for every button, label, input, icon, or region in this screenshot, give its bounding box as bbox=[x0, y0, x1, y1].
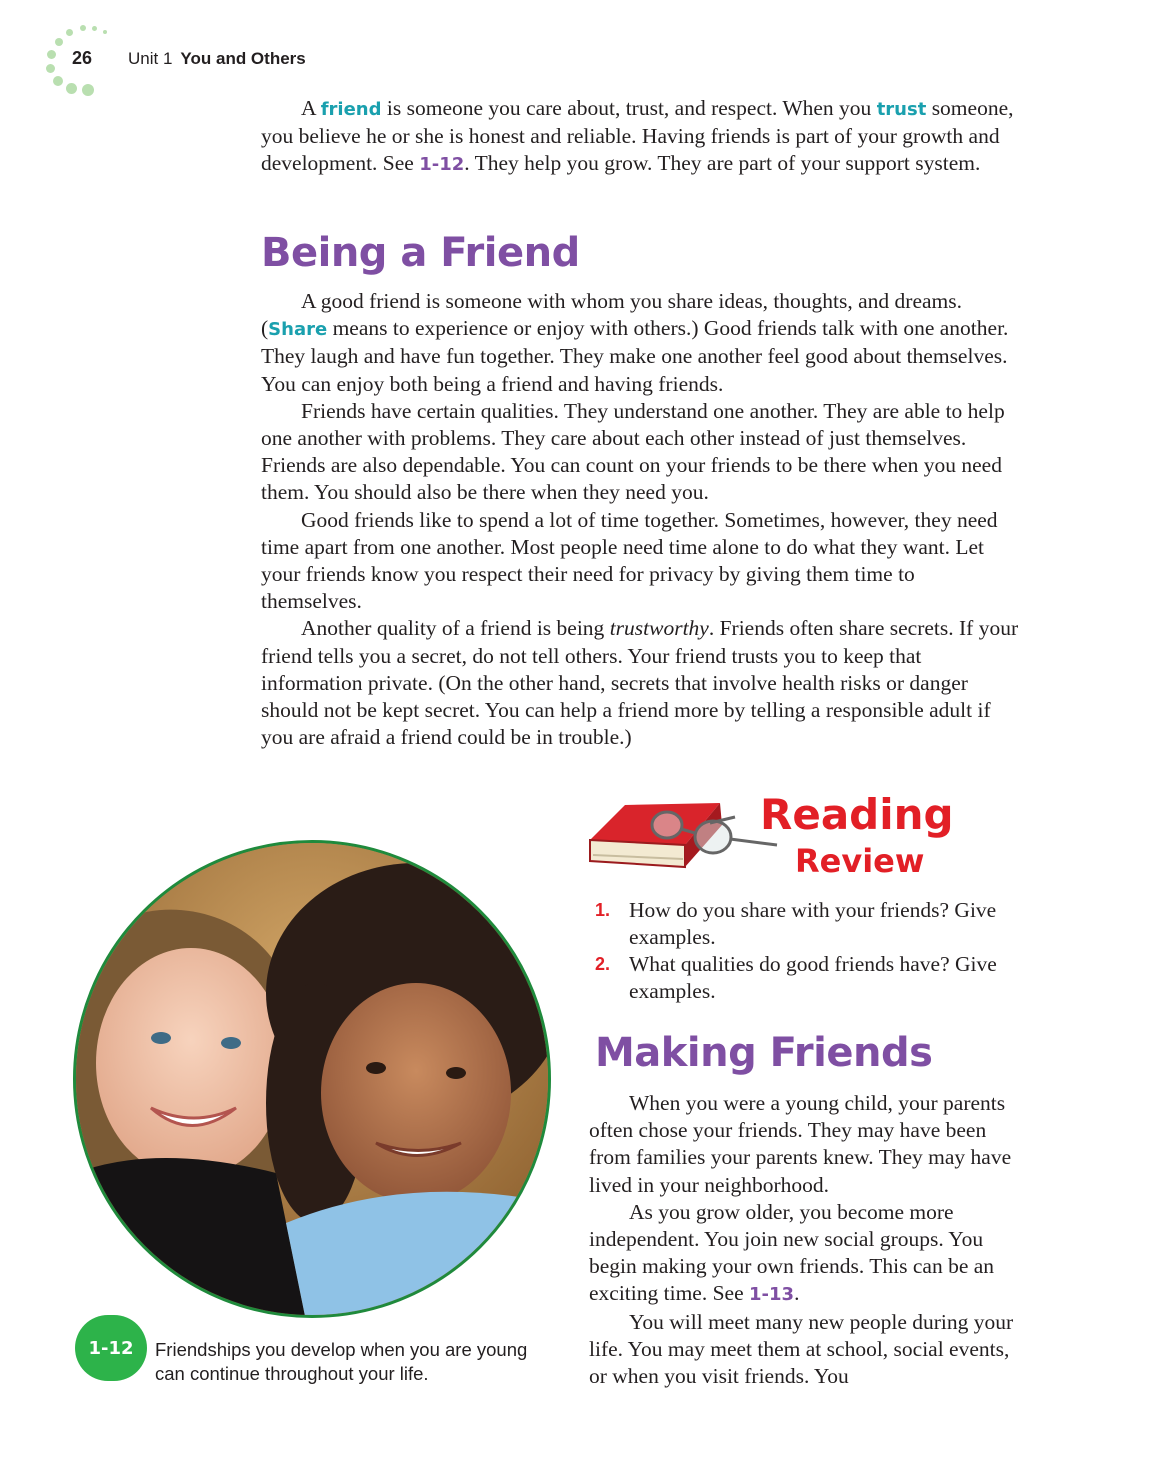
paragraph: When you were a young child, your parents often chose your friends. They may have been from families your parents knew. They may have lived in your neighborhood. bbox=[589, 1091, 1012, 1197]
book-glasses-icon bbox=[585, 795, 785, 875]
term-trust: trust bbox=[876, 99, 927, 120]
intro-paragraph: A friend is someone you care about, trust, and respect. When you trust someone, you believe he or she is honest and reliable. Having friends is part of your growth and development. See 1-12. They help you grow. They are part of your support system. bbox=[261, 96, 1014, 176]
page-number: 26 bbox=[72, 48, 93, 68]
unit-label: Unit 1 bbox=[128, 49, 173, 68]
reading-review-subtitle: Review bbox=[795, 842, 925, 880]
figure-caption: Friendships you develop when you are young can continue throughout your life. bbox=[155, 1339, 528, 1384]
paragraph: A good friend is someone with whom you share ideas, thoughts, and dreams. (Share means to experience or enjoy with others.) Good friends talk with one another. They laugh and have fun together. They make one another feel good about themselves. You can enjoy both being a friend and having friends. bbox=[261, 289, 1009, 396]
running-head bbox=[128, 49, 306, 69]
making-friends-body bbox=[589, 1090, 1025, 1390]
paragraph: Friends have certain qualities. They understand one another. They are able to help one another with problems. They care about each other instead of just themselves. Friends are also dependable. You can count on your friends to be there when you need them. You should also be there when they need you. bbox=[261, 398, 1005, 505]
review-question-1: 1. How do you share with your friends? Give examples. bbox=[595, 898, 997, 950]
paragraph: As you grow older, you become more independent. You join new social groups. You begin making your own friends. This can be an exciting time. See 1-13. bbox=[589, 1199, 995, 1306]
figure-ref-1-13[interactable]: 1-13 bbox=[749, 1284, 795, 1306]
term-share: Share bbox=[268, 319, 328, 341]
paragraph: Another quality of a friend is being trustworthy. Friends often share secrets. If your friend tells you a secret, do not tell others. Your friend trusts you to keep that information private. (On the other hand, secrets that involve health risks or danger should not be kept secret. You can help a friend more by telling a responsible adult if you are afraid a friend could be in trouble.) bbox=[261, 616, 1019, 750]
reading-review-title: Reading bbox=[760, 790, 954, 839]
friends-photo bbox=[73, 840, 551, 1318]
heading-making-friends: Making Friends bbox=[595, 1030, 933, 1076]
term-friend: friend bbox=[320, 99, 382, 120]
heading-being-a-friend: Being a Friend bbox=[261, 230, 580, 276]
figure-ref-1-12[interactable]: 1-12 bbox=[419, 154, 465, 176]
paragraph: Good friends like to spend a lot of time together. Sometimes, however, they need time apart from one another. Most people need time alone to do what they want. Let your friends know you respect their need for privacy by giving them time to themselves. bbox=[261, 507, 998, 614]
unit-title: You and Others bbox=[180, 49, 306, 68]
being-a-friend-body bbox=[261, 288, 1021, 751]
review-question-2: 2. What qualities do good friends have? Give examples. bbox=[595, 952, 997, 1004]
figure-label-badge: 1-12 bbox=[75, 1315, 147, 1381]
paragraph: You will meet many new people during your life. You may meet them at school, social events, or when you visit friends. You bbox=[589, 1309, 1014, 1389]
